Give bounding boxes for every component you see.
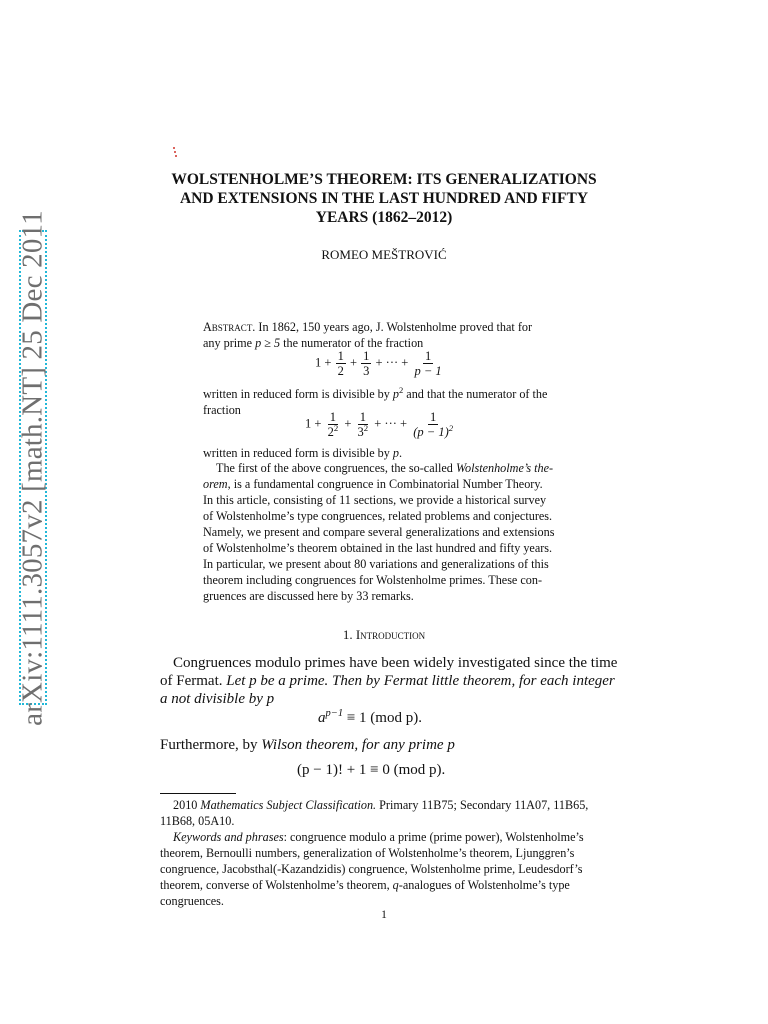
equation-squares: 1 + $\frac{1}{2^2}$ + $\frac{1}{3^2}$ + ··· + $\frac{1}{(p - 1)^2}$ [305, 410, 454, 439]
equation-harmonic: 1 + $\frac{1}{2}$ + $\frac{1}{3}$ + ··· + $\frac{1}{p - 1}$ [315, 349, 442, 378]
page-number: 1 [381, 909, 387, 921]
abstract-line: Abstract. In 1862, 150 years ago, J. Wolstenholme proved that for [203, 320, 533, 334]
footnote-line: theorem, Bernoulli numbers, generalization of Wolstenholme’s theorem, Ljunggren’s [160, 846, 575, 860]
fraction: $\frac{1}{2}$ [337, 349, 344, 378]
abstract-line: In this article, consisting of 11 sections, we provide a historical survey [203, 493, 547, 507]
abstract-line: of Wolstenholme’s type congruences, related problems and conjectures. [203, 509, 553, 523]
footnote-line: 11B68, 05A10. [160, 814, 235, 828]
abstract-line: fraction [203, 403, 241, 417]
body-line: Furthermore, by Wilson theorem, for any prime p [160, 737, 455, 753]
body-line: a not divisible by p [160, 691, 275, 707]
abstract-line: gruences are discussed here by 33 remarks. [203, 589, 414, 603]
arxiv-id: arXiv:1111.3057v2 [math.NT] 25 Dec 2011 [16, 209, 49, 726]
abstract-line: any prime p ≥ 5 the numerator of the fraction [203, 336, 424, 350]
title-line: WOLSTENHOLME’S THEOREM: ITS GENERALIZATIONS [171, 171, 597, 188]
fraction: $\frac{1}{3^2}$ [357, 410, 369, 439]
body-line: of Fermat. Let p be a prime. Then by Fermat little theorem, for each integer [160, 673, 615, 689]
equation-wilson: (p − 1)! + 1 ≡ 0 (mod p). [297, 762, 446, 778]
author-name: ROMEO MEŠTROVIĆ [321, 247, 447, 262]
footnote-line: 2010 Mathematics Subject Classification. Primary 11B75; Secondary 11A07, 11B65, [173, 798, 589, 812]
abstract-line: orem, is a fundamental congruence in Combinatorial Number Theory. [203, 477, 543, 491]
footnote-line: congruences. [160, 894, 224, 908]
footnote-line: congruence, Jacobsthal(-Kazandzidis) congruence, Wolstenholme prime, Leudesdorf’s [160, 862, 583, 876]
equation-fermat: $a^{p-1} \equiv 1$ (mod p). [318, 708, 422, 726]
abstract-line: theorem including congruences for Wolstenholme primes. These con- [203, 573, 543, 587]
corner-mark-icon [172, 146, 178, 160]
footnote-rule [160, 793, 236, 794]
fraction: $\frac{1}{3}$ [363, 349, 370, 378]
title-line: AND EXTENSIONS IN THE LAST HUNDRED AND FIFTY [179, 190, 589, 207]
abstract-line: Namely, we present and compare several generalizations and extensions [203, 525, 555, 539]
arxiv-stamp [16, 209, 49, 726]
fraction: $\frac{1}{2^2}$ [327, 410, 339, 439]
fraction: $\frac{1}{(p - 1)^2}$ [413, 410, 454, 439]
fraction: $\frac{1}{p - 1}$ [414, 349, 442, 378]
section-heading: 1. Introduction [342, 627, 426, 642]
abstract-line: written in reduced form is divisible by $p^2$ and that the numerator of the [203, 384, 548, 401]
abstract-label: Abstract. [203, 320, 256, 334]
abstract-line: of Wolstenholme’s theorem obtained in the last hundred and fifty years. [203, 541, 553, 555]
abstract-line: written in reduced form is divisible by p. [203, 446, 403, 460]
body-line: Congruences modulo primes have been widely investigated since the time [173, 655, 618, 671]
footnote-line: theorem, converse of Wolstenholme’s theorem, q-analogues of Wolstenholme’s type [160, 878, 570, 892]
abstract-line: In particular, we present about 80 variations and generalizations of this [203, 557, 549, 571]
paper-title [150, 170, 618, 227]
abstract-line: The first of the above congruences, the so-called Wolstenholme’s the- [216, 461, 554, 475]
footnote-line: Keywords and phrases: congruence modulo a prime (prime power), Wolstenholme’s [173, 830, 584, 844]
title-line: YEARS (1862–2012) [315, 209, 453, 226]
